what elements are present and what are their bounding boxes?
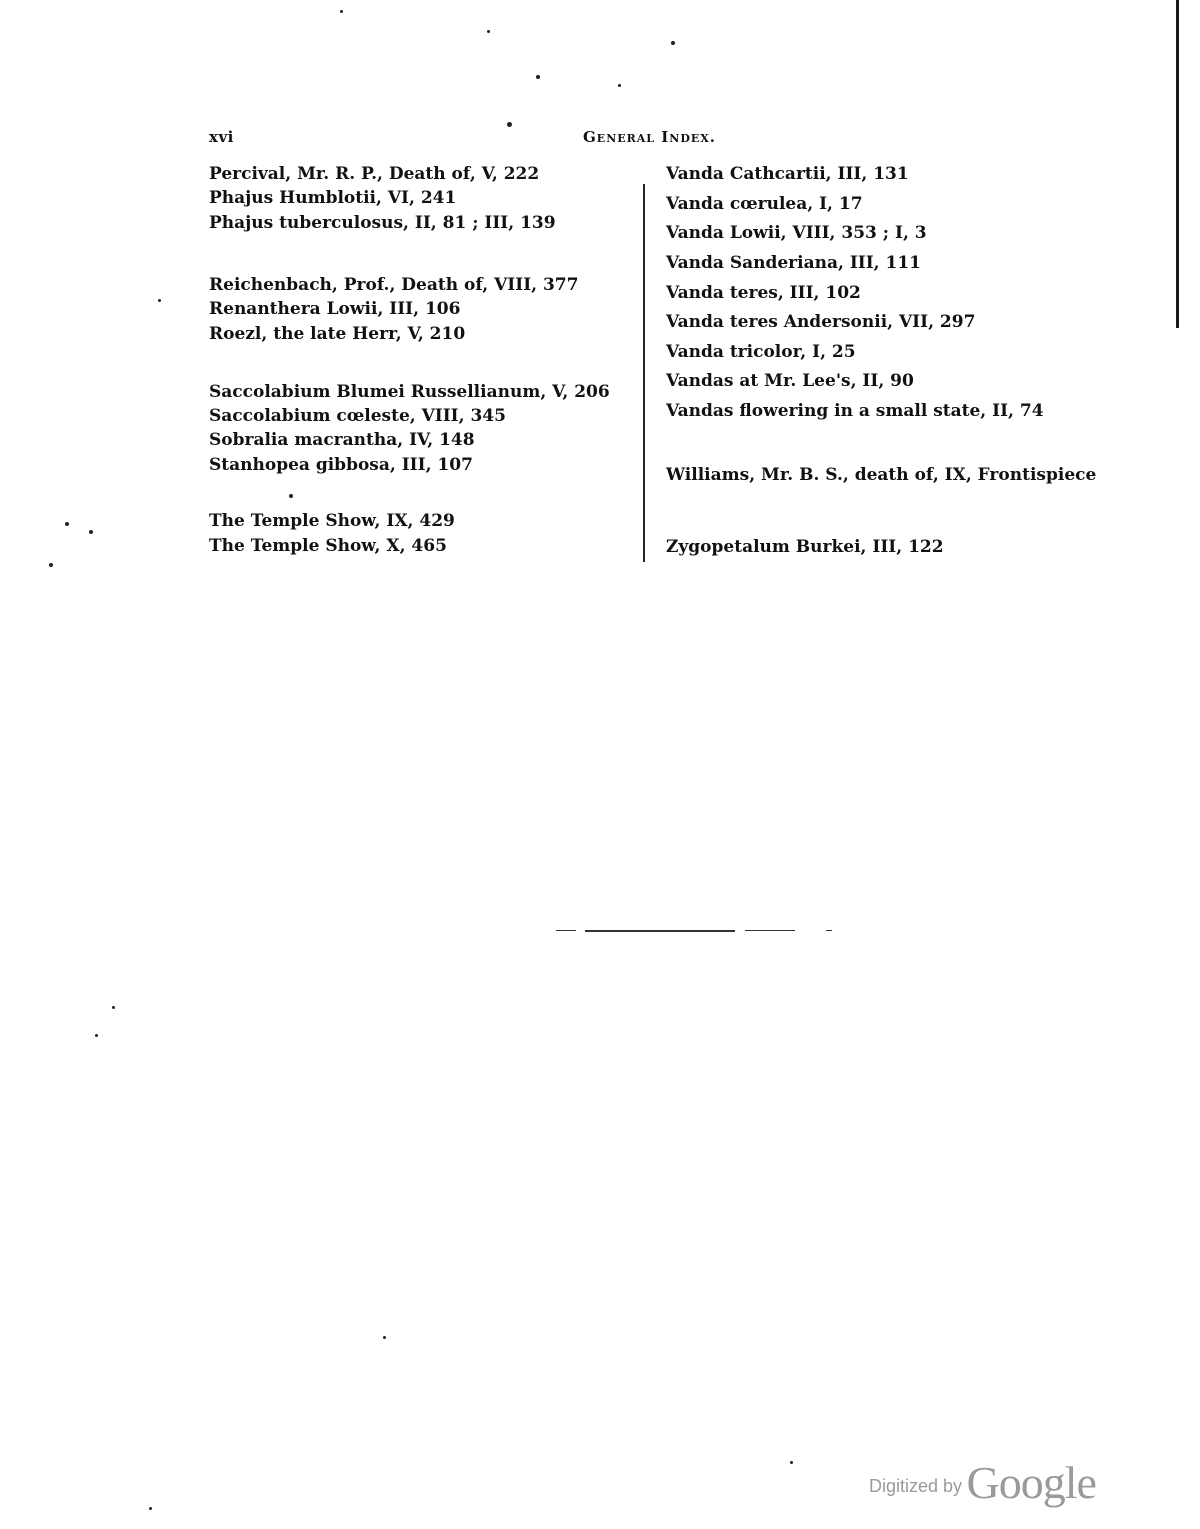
index-entry: The Temple Show, X, 465: [209, 536, 447, 556]
speck: [487, 30, 490, 33]
index-entry: Vanda Lowii, VIII, 353 ; I, 3: [666, 223, 927, 243]
index-entry: Renanthera Lowii, III, 106: [209, 299, 461, 319]
speck: [289, 494, 293, 498]
end-rule-segment: [556, 930, 576, 931]
index-entry: Vanda Sanderiana, III, 111: [666, 253, 921, 273]
index-entry: Phajus Humblotii, VI, 241: [209, 188, 457, 208]
index-entry: Phajus tuberculosus, II, 81 ; III, 139: [209, 213, 556, 233]
index-entry: Vanda cœrulea, I, 17: [666, 194, 863, 214]
index-entry: Saccolabium Blumei Russellianum, V, 206: [209, 382, 610, 402]
column-divider: [643, 184, 645, 562]
speck: [112, 1006, 115, 1009]
index-entry: Sobralia macrantha, IV, 148: [209, 430, 475, 450]
index-entry: The Temple Show, IX, 429: [209, 511, 455, 531]
speck: [790, 1461, 793, 1464]
digitized-watermark: [869, 1456, 1096, 1509]
index-entry: Vanda teres Andersonii, VII, 297: [666, 312, 976, 332]
speck: [671, 41, 675, 45]
index-entry: Zygopetalum Burkei, III, 122: [666, 537, 944, 557]
index-entry: Vandas at Mr. Lee's, II, 90: [666, 371, 914, 391]
index-entry: Williams, Mr. B. S., death of, IX, Frontispiece: [666, 465, 1097, 485]
speck: [383, 1336, 386, 1339]
index-entry: Percival, Mr. R. P., Death of, V, 222: [209, 164, 540, 184]
index-entry: Stanhopea gibbosa, III, 107: [209, 455, 473, 475]
index-entry: Vanda teres, III, 102: [666, 283, 861, 303]
index-entry: Vanda tricolor, I, 25: [666, 342, 856, 362]
speck: [89, 530, 93, 534]
index-entry: Vandas flowering in a small state, II, 74: [666, 401, 1044, 421]
speck: [49, 563, 53, 567]
speck: [158, 299, 161, 302]
speck: [65, 522, 69, 526]
running-title: General Index.: [583, 128, 717, 146]
speck: [149, 1507, 152, 1510]
end-rule-segment: [826, 930, 832, 931]
speck: [340, 10, 343, 13]
end-rule: [585, 930, 735, 932]
watermark-prefix: Digitized by: [869, 1476, 963, 1496]
index-entry: Reichenbach, Prof., Death of, VIII, 377: [209, 275, 579, 295]
speck: [536, 75, 540, 79]
speck: [95, 1034, 98, 1037]
speck: [507, 122, 512, 127]
page-edge-shadow: [1176, 0, 1179, 328]
index-entry: Roezl, the late Herr, V, 210: [209, 324, 466, 344]
index-entry: Saccolabium cœleste, VIII, 345: [209, 406, 506, 426]
speck: [618, 84, 621, 87]
index-entry: Vanda Cathcartii, III, 131: [666, 164, 909, 184]
page-number: xvi: [209, 128, 234, 146]
google-logo: Google: [966, 1457, 1096, 1508]
end-rule-segment: [745, 930, 795, 931]
